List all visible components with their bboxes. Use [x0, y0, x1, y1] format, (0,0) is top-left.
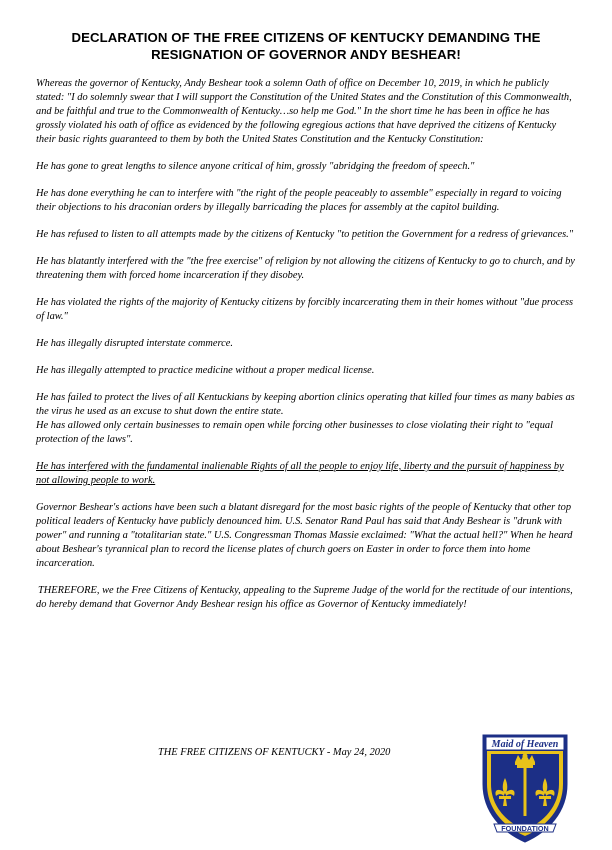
- paragraph-equal-protection: He has allowed only certain businesses to remain open while forcing other businesses to close violating their right to "equal protection of the laws".: [36, 420, 554, 445]
- paragraph-therefore: THEREFORE, we the Free Citizens of Kentucky, appealing to the Supreme Judge of the world for the rectitude of our intentions, do hereby demand that Governor Andy Beshear resign his office as Governor of Kentucky immediately!: [36, 585, 573, 610]
- paragraph-due-process: He has violated the rights of the majority of Kentucky citizens by forcibly incarcerating them in their homes without "due process of law.": [36, 297, 574, 322]
- paragraph-medicine: He has illegally attempted to practice medicine without a proper medical license.: [36, 365, 375, 376]
- paragraph-free-speech: He has gone to great lengths to silence anyone critical of him, grossly "abridging the freedom of speech.": [36, 161, 475, 172]
- maid-of-heaven-shield-logo: [480, 732, 570, 844]
- logo-top-text: Maid of Heaven: [491, 739, 559, 750]
- signature-line: THE FREE CITIZENS OF KENTUCKY - May 24, 2020: [158, 747, 391, 758]
- paragraph-religion: He has blatantly interfered with the "the free exercise" of religion by not allowing the citizens of Kentucky to go to church, and by threatening them with forced home incarceration if they disobey.: [36, 256, 575, 281]
- declaration-body: [36, 77, 578, 612]
- paragraph-petition: He has refused to listen to all attempts made by the citizens of Kentucky "to petition the Government for a redress of grievances.": [36, 229, 574, 240]
- document-title: [20, 29, 592, 63]
- paragraph-assembly: He has done everything he can to interfere with "the right of the people peaceably to assemble" especially in regard to voicing their objections to his draconian orders by illegally barricading the places for assembly at the capitol building.: [36, 188, 562, 213]
- title-line-1: DECLARATION OF THE FREE CITIZENS OF KENTUCKY DEMANDING THE: [71, 30, 541, 45]
- paragraph-right-to-work: He has interfered with the fundamental inalienable Rights of all the people to enjoy life, liberty and the pursuit of happiness by not allowing people to work.: [36, 461, 564, 486]
- paragraph-whereas: Whereas the governor of Kentucky, Andy Beshear took a solemn Oath of office on December 10, 2019, in which he publicly stated: "I do solemnly swear that I will support the Constitution of the United States and the Constitution of this Commonwealth, and be faithful and true to the Commonwealth of Kentucky…so help me God." In the short time he has been in office he has grossly violated his oath of office as evidenced by the following egregious actions that have deprived the citizens of Kentucky their basic rights guaranteed to them by both the United States Constitution and the Kentucky Constitution:: [36, 78, 572, 145]
- paragraph-commerce: He has illegally disrupted interstate commerce.: [36, 338, 233, 349]
- logo-bottom-text: FOUNDATION: [501, 824, 549, 833]
- paragraph-abortion: He has failed to protect the lives of all Kentuckians by keeping abortion clinics operating that killed four times as many babies as the virus he used as an excuse to shut down the entire state.: [36, 392, 575, 417]
- title-line-2: RESIGNATION OF GOVERNOR ANDY BESHEAR!: [151, 47, 461, 62]
- paragraph-leaders: Governor Beshear's actions have been such a blatant disregard for the most basic rights of the people of Kentucky that other top political leaders of Kentucky have publicly denounced him. U.S. Senator Rand Paul has said that Andy Beshear is "drunk with power" and running a "totalitarian state." U.S. Congressman Thomas Massie exclaimed: "What the actual hell?" When he heard about Beshear's tyrannical plan to record the license plates of church goers on Easter in order to force them into home incarceration.: [36, 502, 573, 569]
